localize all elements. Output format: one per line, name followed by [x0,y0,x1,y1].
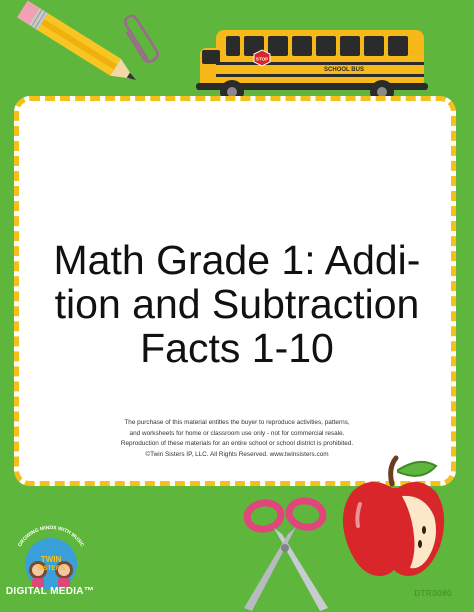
legal-line-1: The purchase of this material entitles the buyer to reproduce activities, patterns, [124,419,350,426]
logo-arc-text: GROWING MINDS WITH MUSIC [16,524,86,549]
title-line-1: Math Grade 1: Addi- [53,237,421,283]
title-line-3: Facts 1-10 [140,325,334,371]
logo-tagline: DIGITAL MEDIA™ [5,586,95,597]
page-title [0,238,474,370]
school-bus-label: SCHOOL BUS [324,67,364,73]
product-code: DTR0080 [414,589,452,598]
paper-clip-icon [124,10,160,68]
scissors-icon [236,490,336,612]
stop-sign-text: STOP [255,56,269,62]
school-bus-icon [196,28,430,106]
logo-brand-line-2: SISTERS [37,565,65,572]
apple-icon [340,454,450,582]
legal-line-4: ©Twin Sisters IP, LLC. All Rights Reserved. www.twinsisters.com [145,450,329,458]
legal-line-2: and worksheets for home or classroom use only - not for commercial resale. [129,429,345,437]
title-line-2: tion and Subtraction [54,281,420,327]
logo-brand-line-1: TWIN [40,555,62,564]
twin-sisters-logo [10,524,92,590]
legal-line-3: Reproduction of these materials for an entire school or school district is prohibited. [120,440,354,447]
